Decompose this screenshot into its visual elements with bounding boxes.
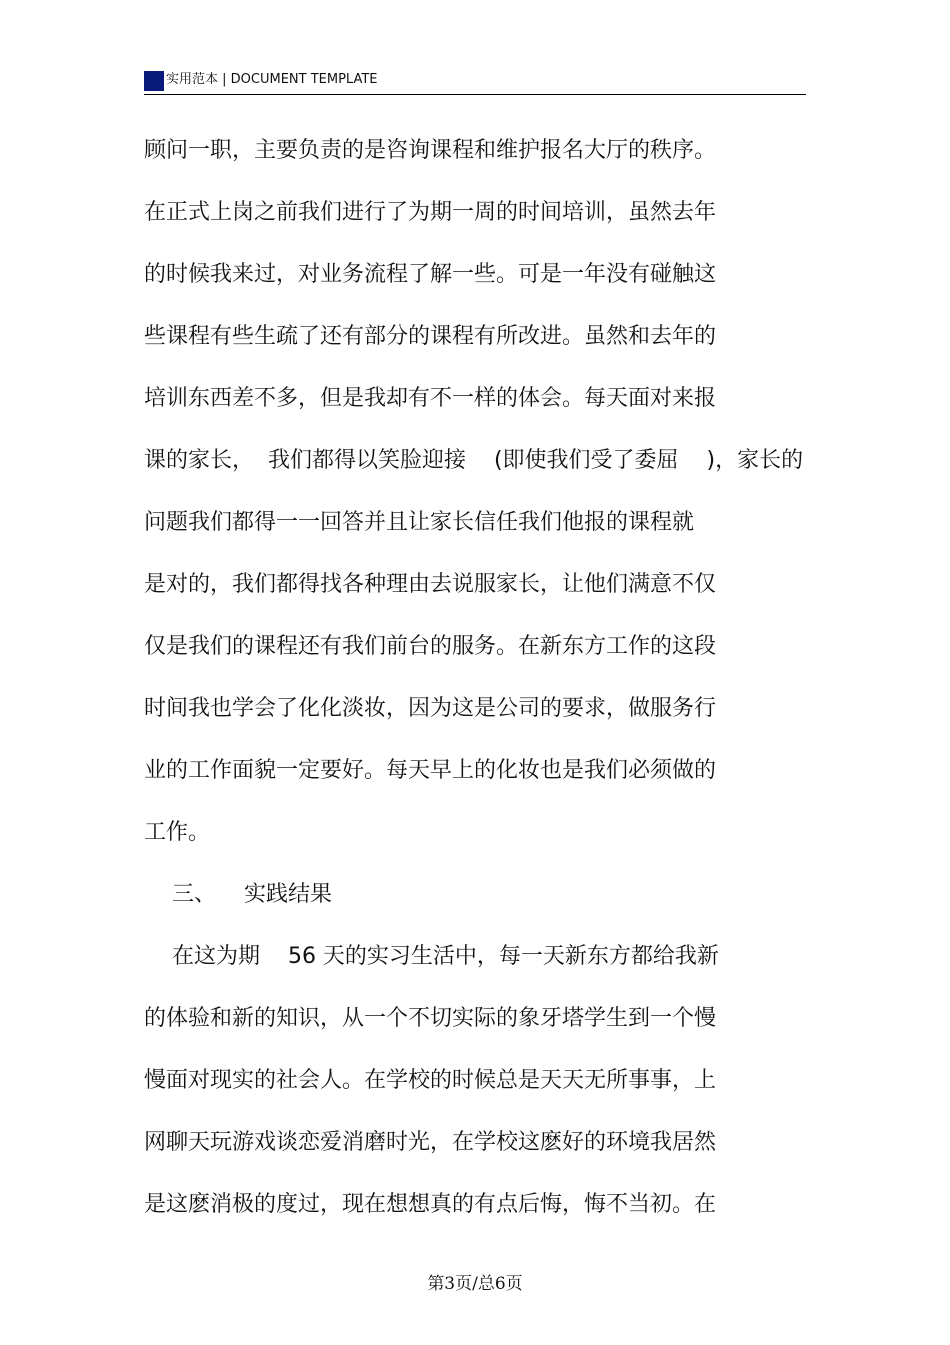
header-title: 实用范本 | DOCUMENT TEMPLATE [166, 72, 378, 87]
paragraph-line: 顾问一职，主要负责的是咨询课程和维护报名大厅的秩序。 [144, 138, 717, 163]
document-body [144, 120, 824, 1236]
paragraph-line: 工作。 [144, 820, 211, 845]
paragraph-line: 培训东西差不多，但是我却有不一样的体会。每天面对来报 [144, 386, 717, 411]
section-heading: 三、 实践结果 [144, 882, 332, 907]
paragraph-line: 时间我也学会了化化淡妆，因为这是公司的要求，做服务行 [144, 696, 717, 721]
paragraph-line: 仅是我们的课程还有我们前台的服务。在新东方工作的这段 [144, 634, 717, 659]
paragraph-line: 课的家长， 我们都得以笑脸迎接 (即使我们受了委屈 )，家长的 [144, 448, 804, 473]
paragraph-line: 问题我们都得一一回答并且让家长信任我们他报的课程就 [144, 510, 695, 535]
paragraph-line: 是这麽消极的度过，现在想想真的有点后悔，悔不当初。在 [144, 1192, 717, 1217]
paragraph-line: 些课程有些生疏了还有部分的课程有所改进。虽然和去年的 [144, 324, 717, 349]
paragraph-line: 在正式上岗之前我们进行了为期一周的时间培训，虽然去年 [144, 200, 717, 225]
paragraph-line: 的体验和新的知识，从一个不切实际的象牙塔学生到一个慢 [144, 1006, 717, 1031]
page-number: 第3页/总6页 [427, 1274, 523, 1294]
paragraph-line: 是对的，我们都得找各种理由去说服家长，让他们满意不仅 [144, 572, 717, 597]
page-header [144, 68, 806, 95]
paragraph-line: 网聊天玩游戏谈恋爱消磨时光，在学校这麽好的环境我居然 [144, 1130, 717, 1155]
paragraph-line: 的时候我来过，对业务流程了解一些。可是一年没有碰触这 [144, 262, 717, 287]
paragraph-line: 业的工作面貌一定要好。每天早上的化妆也是我们必须做的 [144, 758, 717, 783]
paragraph-line: 在这为期 56 天的实习生活中，每一天新东方都给我新 [144, 944, 719, 969]
header-logo-square [144, 71, 164, 91]
paragraph-line: 慢面对现实的社会人。在学校的时候总是天天无所事事，上 [144, 1068, 717, 1093]
